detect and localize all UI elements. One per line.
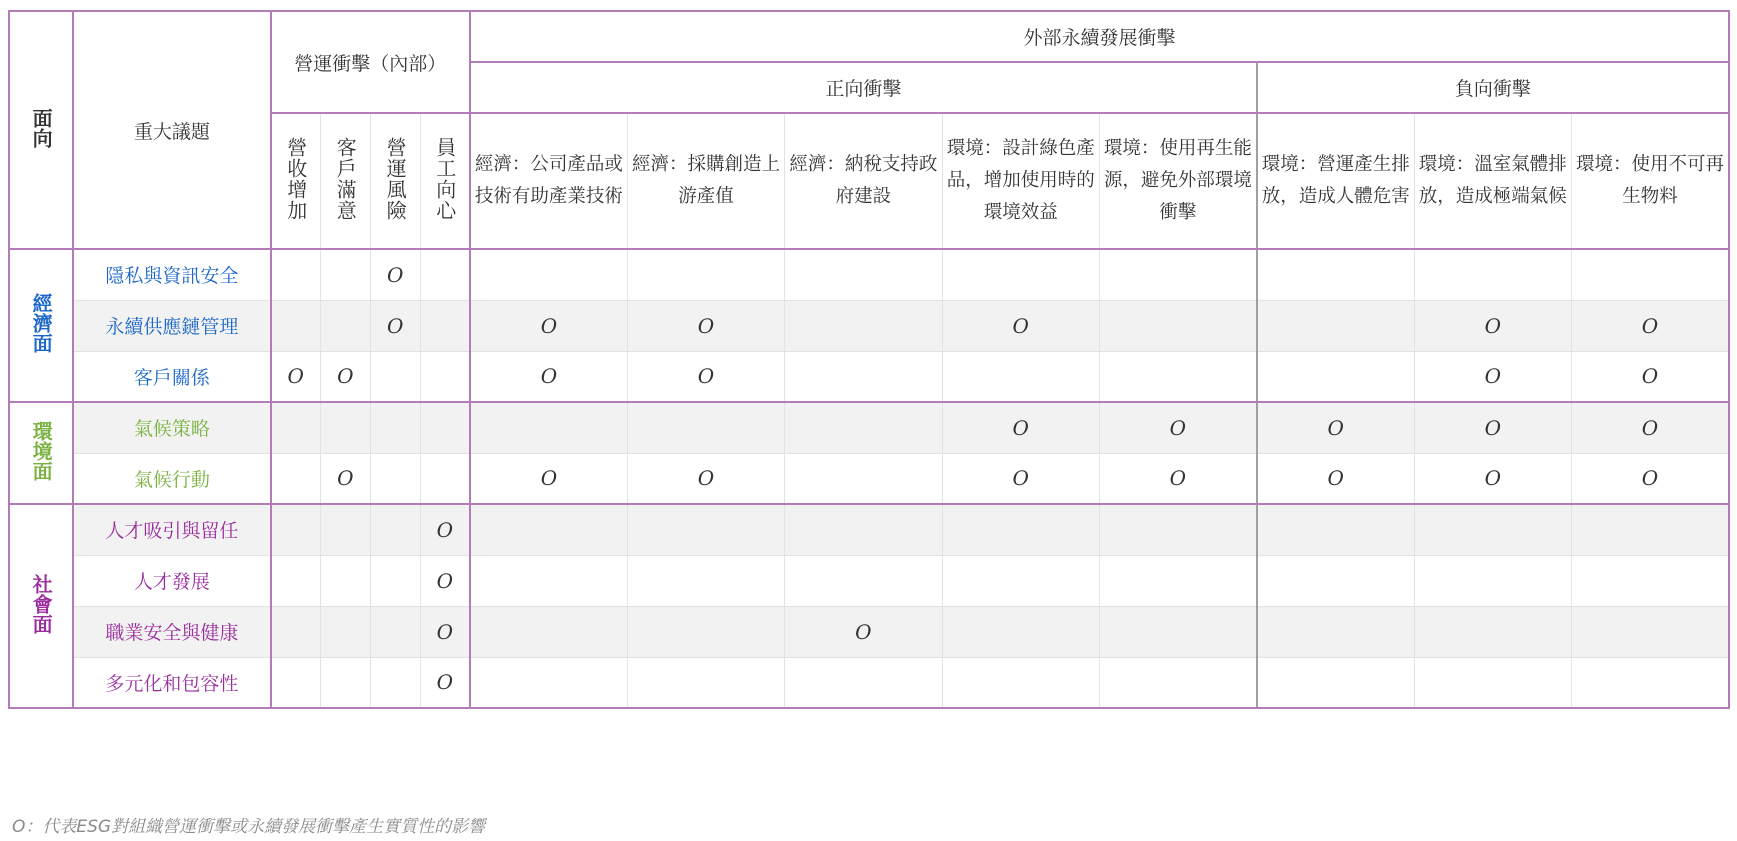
mark-cell: O [320,351,370,402]
mark-cell [420,300,470,351]
negative-impact-header: 負向衝擊 [1257,62,1729,113]
mark-cell [1257,657,1414,708]
mark-cell [627,402,784,453]
mark-cell [1257,555,1414,606]
internal-col-header: 員工向心 [420,113,470,249]
mark-cell [1099,504,1256,555]
mark-cell [370,453,420,504]
mark-cell [1414,504,1571,555]
mark-cell [942,351,1099,402]
mark-cell [785,504,942,555]
negative-col-header: 環境：營運產生排放，造成人體危害 [1257,113,1414,249]
mark-cell [271,402,321,453]
mark-cell [1571,504,1729,555]
mark-cell [320,606,370,657]
mark-cell [370,351,420,402]
mark-cell [370,555,420,606]
mark-cell [320,504,370,555]
mark-cell [1257,249,1414,300]
mark-cell [271,300,321,351]
internal-col-header: 營收增加 [271,113,321,249]
mark-cell: O [785,606,942,657]
mark-cell [420,402,470,453]
mark-cell [320,300,370,351]
table-row [9,504,1729,555]
mark-cell [470,657,627,708]
issue-cell: 客戶關係 [73,351,270,402]
mark-cell [1414,606,1571,657]
mark-cell [271,657,321,708]
mark-cell [1099,351,1256,402]
mark-cell [1257,300,1414,351]
mark-cell [420,249,470,300]
mark-cell [1414,657,1571,708]
positive-col-header: 環境：設計綠色產品，增加使用時的環境效益 [942,113,1099,249]
mark-cell: O [1414,300,1571,351]
mark-cell: O [627,453,784,504]
mark-cell: O [320,453,370,504]
mark-cell: O [370,300,420,351]
positive-col-header: 經濟：納稅支持政府建設 [785,113,942,249]
mark-cell [1571,606,1729,657]
mark-cell: O [470,300,627,351]
mark-cell [942,504,1099,555]
mark-cell [470,402,627,453]
mark-cell [470,555,627,606]
issue-cell: 人才發展 [73,555,270,606]
mark-cell [1257,351,1414,402]
table-row [9,402,1729,453]
mark-cell [420,453,470,504]
aspect-cell: 經濟面 [9,249,73,402]
mark-cell: O [1571,453,1729,504]
mark-cell [627,606,784,657]
mark-cell [785,402,942,453]
mark-cell: O [420,657,470,708]
mark-cell [785,453,942,504]
mark-cell [627,555,784,606]
materiality-matrix [8,10,1730,709]
mark-cell: O [1571,402,1729,453]
mark-cell [627,657,784,708]
internal-col-header: 客戶滿意 [320,113,370,249]
issue-cell: 多元化和包容性 [73,657,270,708]
mark-cell: O [420,504,470,555]
footnote: O：代表ESG對組織營運衝擊或永續發展衝擊產生實質性的影響 [12,817,486,837]
mark-cell: O [627,300,784,351]
mark-cell [271,453,321,504]
mark-cell [271,249,321,300]
mark-cell [785,657,942,708]
mark-cell: O [942,402,1099,453]
mark-cell: O [627,351,784,402]
mark-cell [1571,555,1729,606]
issue-cell: 隱私與資訊安全 [73,249,270,300]
mark-cell [271,504,321,555]
mark-cell [1414,249,1571,300]
issue-cell: 氣候行動 [73,453,270,504]
mark-cell: O [470,351,627,402]
mark-cell [785,351,942,402]
positive-col-header: 經濟：採購創造上游產值 [627,113,784,249]
negative-col-header: 環境：使用不可再生物料 [1571,113,1729,249]
mark-cell [942,555,1099,606]
internal-impact-header: 營運衝擊（內部） [271,11,470,113]
mark-cell: O [942,453,1099,504]
mark-cell: O [370,249,420,300]
mark-cell: O [1099,402,1256,453]
mark-cell [785,300,942,351]
mark-cell [271,555,321,606]
mark-cell [1257,606,1414,657]
table-row [9,555,1729,606]
aspect-cell: 環境面 [9,402,73,504]
mark-cell: O [1571,300,1729,351]
positive-col-header: 經濟：公司產品或技術有助產業技術 [470,113,627,249]
mark-cell [627,504,784,555]
mark-cell: O [1099,453,1256,504]
mark-cell [942,606,1099,657]
issue-header: 重大議題 [73,11,270,249]
aspect-cell: 社會面 [9,504,73,708]
mark-cell [1099,300,1256,351]
mark-cell [1099,657,1256,708]
mark-cell: O [1257,453,1414,504]
mark-cell: O [1414,402,1571,453]
mark-cell [370,402,420,453]
table-row [9,300,1729,351]
aspect-header: 面向 [9,11,73,249]
positive-impact-header: 正向衝擊 [470,62,1257,113]
mark-cell [320,555,370,606]
mark-cell: O [470,453,627,504]
mark-cell [370,657,420,708]
mark-cell: O [1414,453,1571,504]
mark-cell [1099,606,1256,657]
positive-col-header: 環境：使用再生能源，避免外部環境衝擊 [1099,113,1256,249]
mark-cell [470,504,627,555]
table-row [9,453,1729,504]
issue-cell: 氣候策略 [73,402,270,453]
mark-cell: O [942,300,1099,351]
mark-cell [1571,249,1729,300]
mark-cell: O [420,606,470,657]
issue-cell: 職業安全與健康 [73,606,270,657]
mark-cell [420,351,470,402]
mark-cell [1257,504,1414,555]
mark-cell [1099,249,1256,300]
mark-cell: O [271,351,321,402]
mark-cell [627,249,784,300]
impact-table [8,10,1730,709]
negative-col-header: 環境：溫室氣體排放，造成極端氣候 [1414,113,1571,249]
mark-cell [1099,555,1256,606]
mark-cell [1414,555,1571,606]
mark-cell [470,249,627,300]
mark-cell: O [420,555,470,606]
mark-cell [320,402,370,453]
mark-cell [271,606,321,657]
mark-cell [320,249,370,300]
table-row [9,657,1729,708]
issue-cell: 人才吸引與留任 [73,504,270,555]
mark-cell [942,249,1099,300]
mark-cell [370,606,420,657]
mark-cell [785,249,942,300]
mark-cell: O [1571,351,1729,402]
table-row [9,249,1729,300]
internal-col-header: 營運風險 [370,113,420,249]
mark-cell [785,555,942,606]
mark-cell [942,657,1099,708]
table-row [9,606,1729,657]
mark-cell: O [1257,402,1414,453]
external-impact-header: 外部永續發展衝擊 [470,11,1729,62]
mark-cell: O [1414,351,1571,402]
mark-cell [470,606,627,657]
mark-cell [320,657,370,708]
mark-cell [1571,657,1729,708]
mark-cell [370,504,420,555]
table-row [9,351,1729,402]
issue-cell: 永續供應鏈管理 [73,300,270,351]
